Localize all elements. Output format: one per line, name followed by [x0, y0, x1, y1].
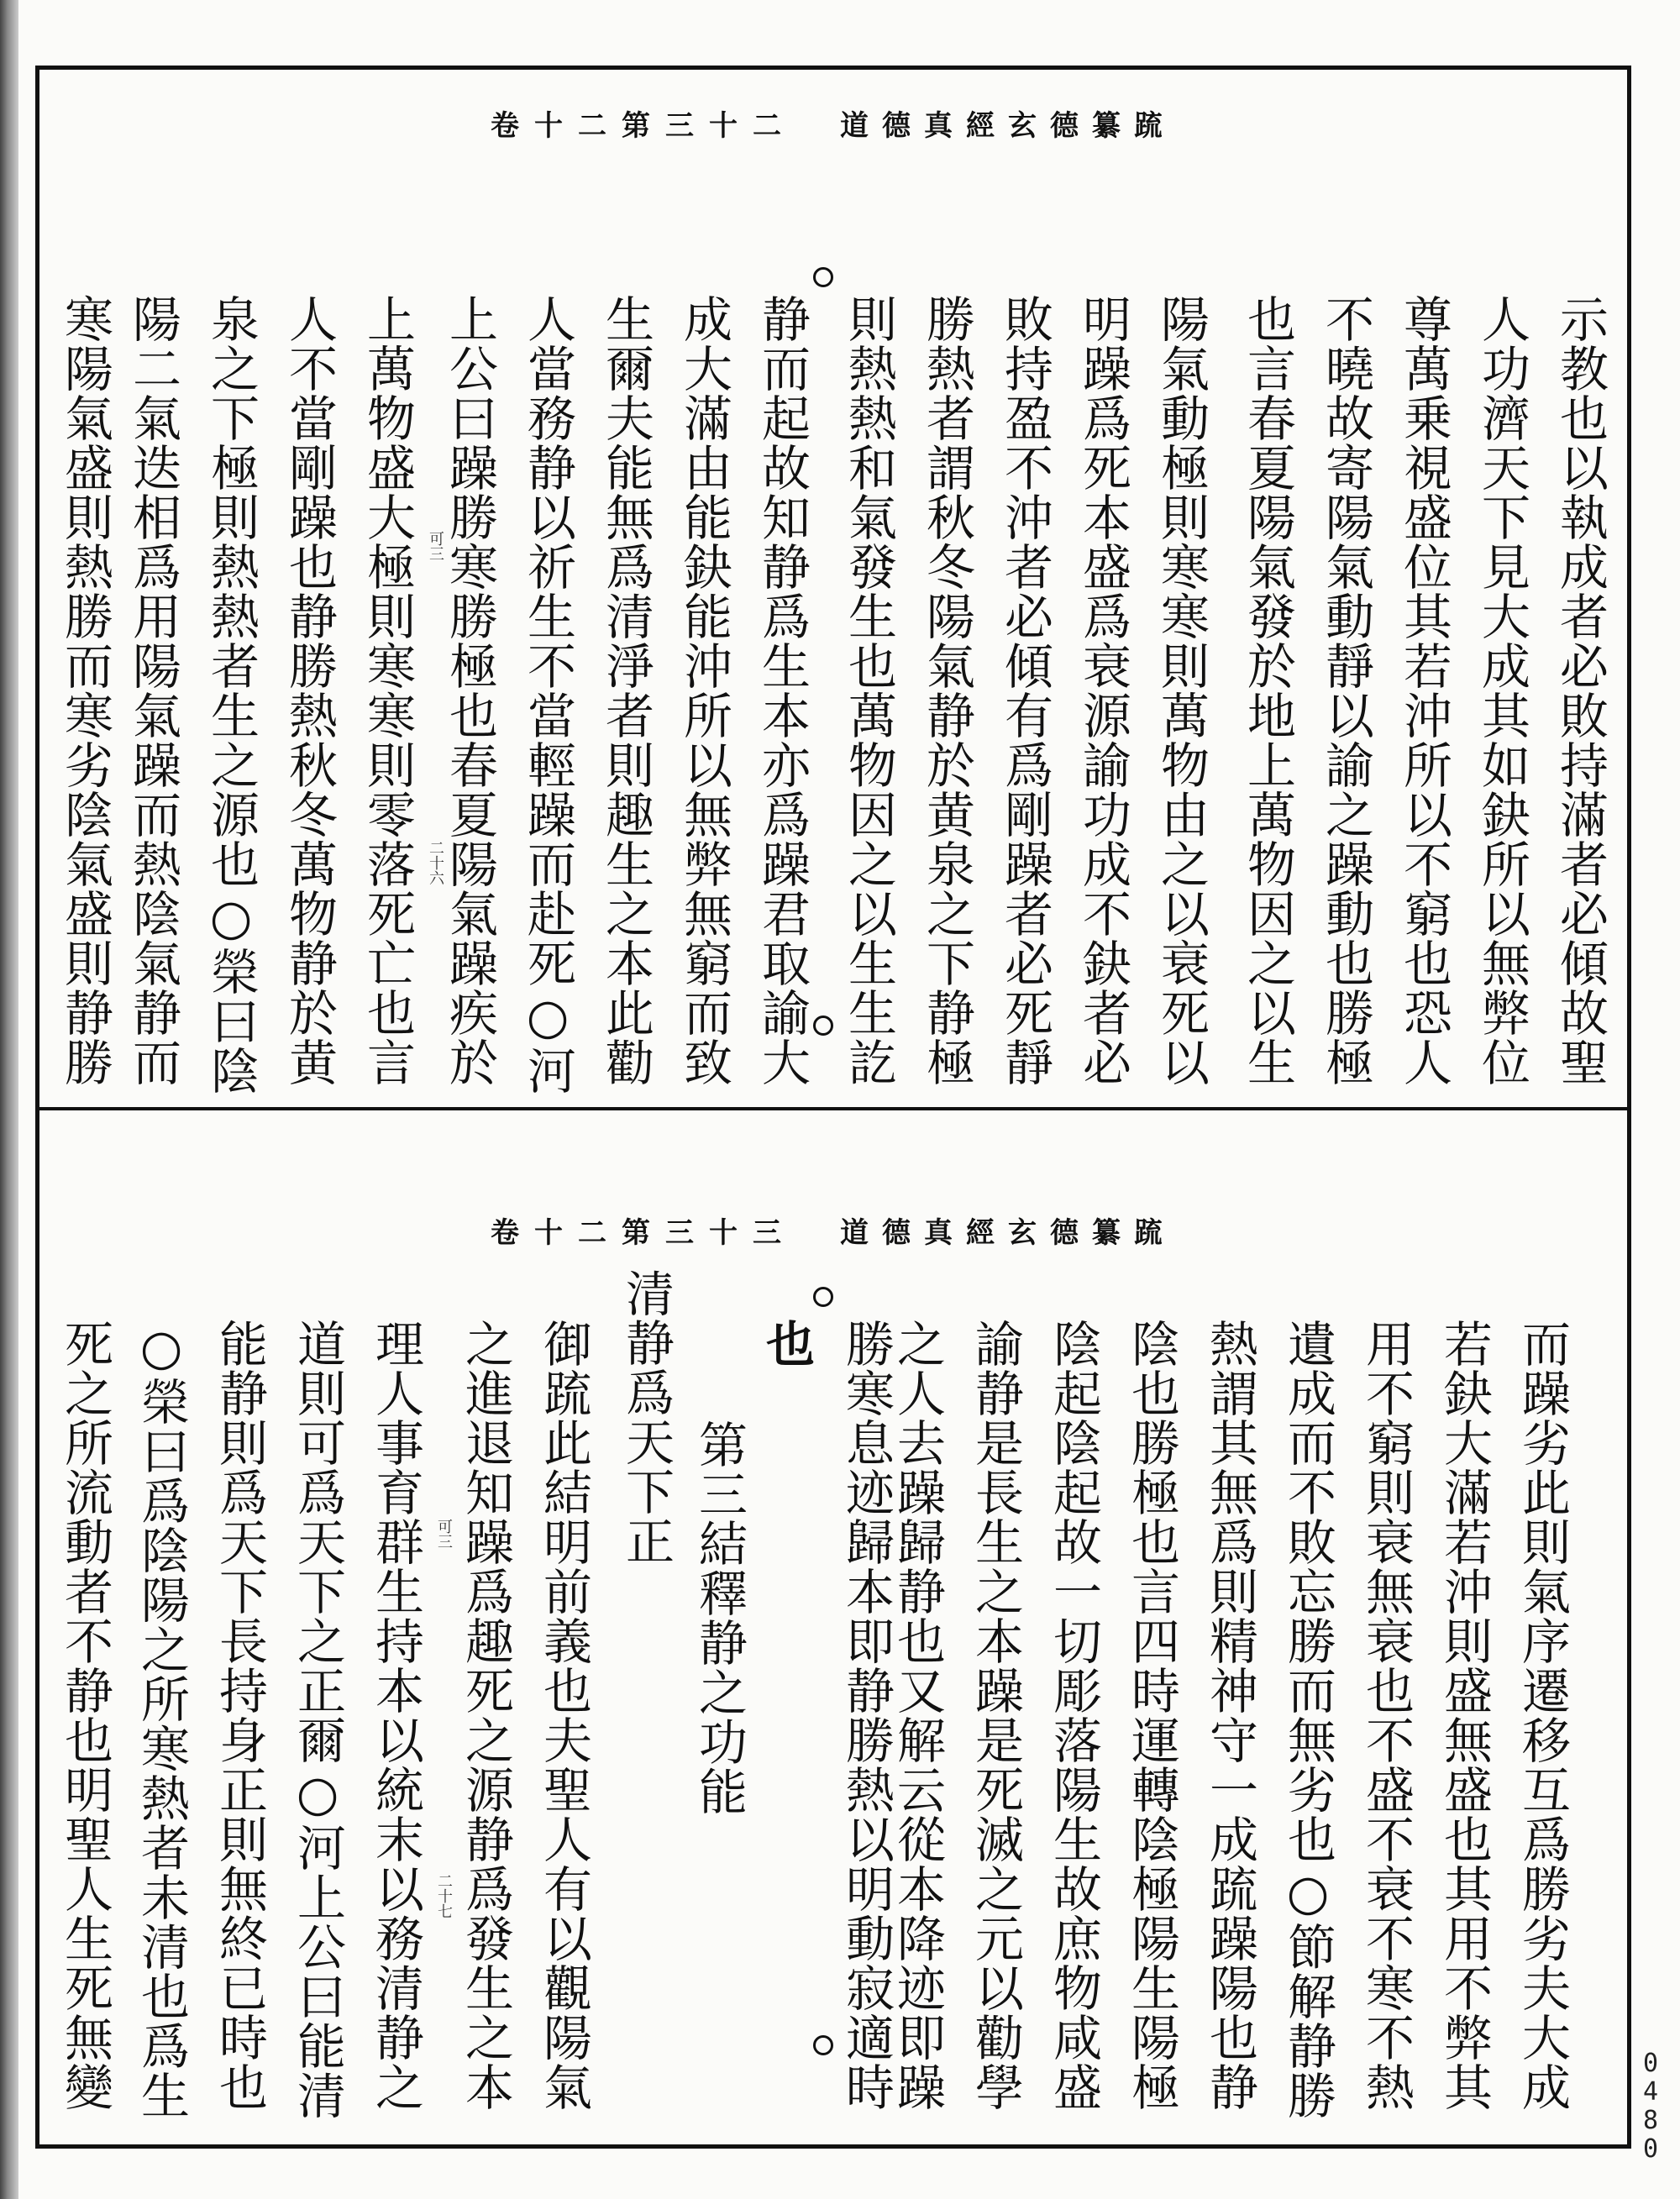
- text-column: 敗持盈不沖者必傾有爲剛躁者必死靜: [996, 294, 1053, 1087]
- text-column: 陰也勝極也言四時運轉陰極陽生陽極: [1123, 1319, 1180, 2112]
- text-column: 而躁劣此則氣序遷移互爲勝劣夫大成: [1514, 1319, 1571, 2112]
- circle-mark: [813, 1287, 833, 1307]
- text-column: 人不當剛躁也静勝熱秋冬萬物静於黄: [281, 294, 338, 1087]
- text-column: 人當務静以祈生不當輕躁而赴死○河: [519, 294, 576, 1095]
- marginal-note: 可三: [435, 1519, 453, 1549]
- text-column: 不曉故寄陽氣動靜以諭之躁動也勝極: [1317, 294, 1374, 1087]
- text-column: 能静則爲天下長持身正則無終已時也: [211, 1319, 268, 2112]
- text-column: 静而起故知静爲生本亦爲躁君取諭大: [753, 294, 811, 1087]
- text-column: 陽二氣迭相爲用陽氣躁而熱陰氣静而: [124, 294, 181, 1087]
- text-column: 若鈌大滿若沖則盛無盛也其用不弊其: [1436, 1319, 1493, 2112]
- text-column: 則熱熱和氣發生也萬物因之以生生訖: [840, 294, 897, 1087]
- text-column: 也: [758, 1319, 815, 1368]
- marginal-note: 二十七: [435, 1873, 453, 1918]
- circle-mark: [813, 1016, 833, 1036]
- text-column: 人功濟天下見大成其如鈌所以無弊位: [1473, 294, 1530, 1087]
- text-column: 諭静是長生之本躁是死滅之元以勸學: [967, 1319, 1024, 2112]
- text-column: 泉之下極則熱熱者生之源也○榮曰陰: [202, 294, 260, 1095]
- bottom-header: [420, 1218, 1176, 1248]
- half-page-divider: [35, 1107, 1631, 1110]
- text-column: 道則可爲天下之正爾○河上公曰能清: [289, 1319, 346, 2120]
- text-column: 御䟽此結明前義也夫聖人有以觀陽氣: [535, 1319, 592, 2112]
- text-column: 之進退知躁爲趣死之源静爲發生之本: [457, 1319, 514, 2112]
- text-column: 寒陽氣盛則熱勝而寒劣陰氣盛則静勝: [56, 294, 113, 1087]
- header-volume: 卷十二第三十二: [491, 109, 796, 143]
- text-column: 生爾夫能無爲清淨者則趣生之本此勸: [597, 294, 654, 1087]
- book-binding-edge: [0, 0, 18, 2199]
- page-number: 0480: [1642, 2049, 1659, 2164]
- top-header: [420, 111, 1176, 141]
- section-heading: 第三結釋静之功能: [690, 1420, 748, 1816]
- text-column: 明躁爲死本盛爲衰源諭功成不鈌者必: [1074, 294, 1131, 1087]
- text-column: 示教也以執成者必敗持滿者必傾故聖: [1551, 294, 1609, 1087]
- text-column: 用不窮則衰無衰也不盛不衰不寒不熱: [1357, 1319, 1415, 2112]
- text-column: 理人事育群生持本以統末以務清静之: [367, 1319, 424, 2112]
- text-column: 成大滿由能鈌能沖所以無弊無窮而致: [675, 294, 732, 1087]
- text-column: 熱謂其無爲則精神守一成䟽躁陽也静: [1201, 1319, 1258, 2112]
- text-column: 也言春夏陽氣發於地上萬物因之以生: [1239, 294, 1296, 1087]
- circle-mark: [813, 267, 833, 287]
- header-title: 道德真經玄德纂䟽: [840, 109, 1176, 143]
- text-column: 尊萬乗視盛位其若沖所以不窮也恐人: [1395, 294, 1452, 1087]
- header-title: 道德真經玄德纂䟽: [840, 1216, 1176, 1250]
- text-column: 遺成而不敗忘勝而無劣也○節解静勝: [1279, 1319, 1336, 2120]
- verse-line: 清静爲天下正: [617, 1268, 675, 1566]
- text-column: 勝熱者謂秋冬陽氣静於黄泉之下静極: [918, 294, 975, 1087]
- text-column: ○榮曰爲陰陽之所寒熱者未清也爲生: [133, 1319, 190, 2120]
- header-volume: 卷十二第三十三: [491, 1216, 796, 1250]
- text-column: 之人去躁歸静也又解云從本降迹即躁: [889, 1319, 946, 2112]
- text-column: 死之所流動者不静也明聖人生死無變: [56, 1319, 113, 2112]
- text-column: 上公曰躁勝寒勝極也春夏陽氣躁疾於: [441, 294, 498, 1087]
- circle-mark: [813, 2035, 833, 2055]
- text-column: 上萬物盛大極則寒寒則零落死亡也言: [359, 294, 416, 1087]
- text-column: 陽氣動極則寒寒則萬物由之以衰死以: [1152, 294, 1210, 1087]
- marginal-note: 二十六: [427, 840, 444, 885]
- text-column: 勝寒息迹歸本即静勝熱以明動寂適時: [837, 1319, 895, 2112]
- marginal-note: 可三: [427, 531, 444, 561]
- text-column: 陰起陰起故一切彫落陽生故庶物咸盛: [1045, 1319, 1102, 2112]
